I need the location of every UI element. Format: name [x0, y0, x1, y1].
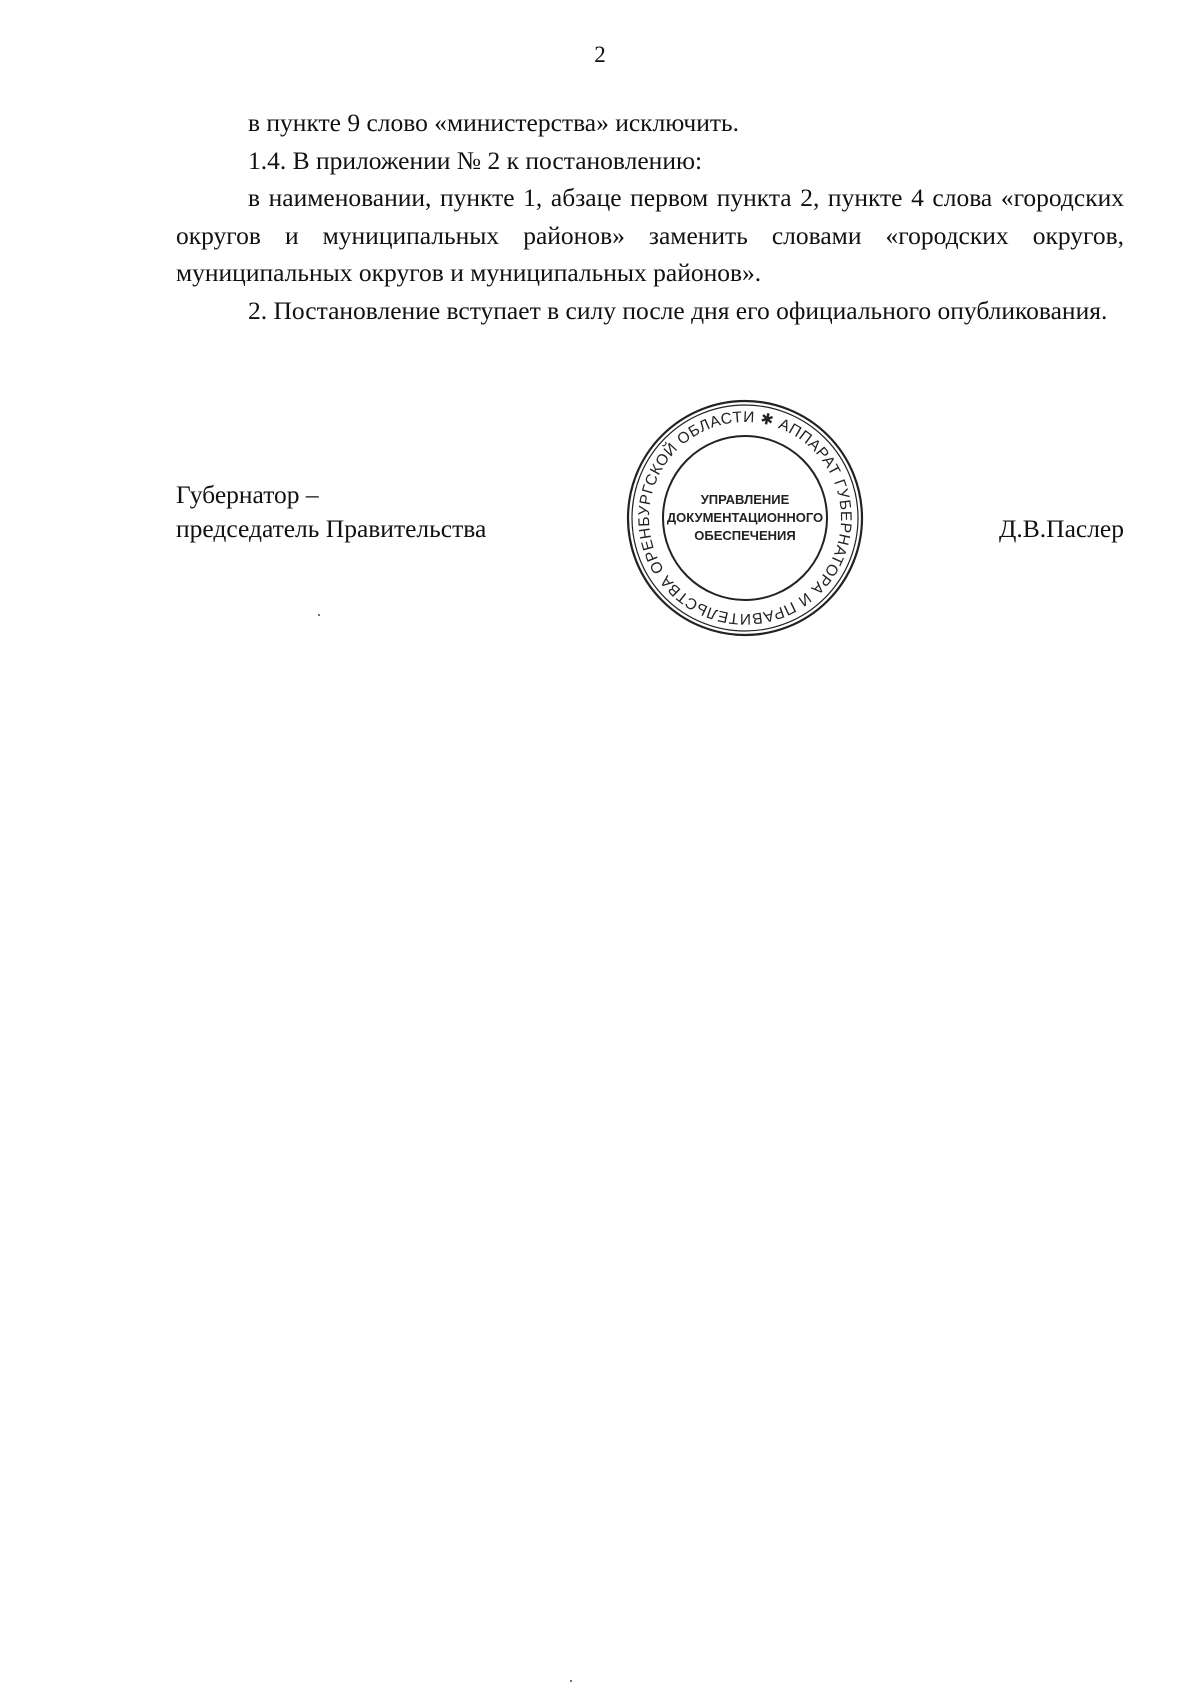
- scan-speck: [570, 1680, 572, 1682]
- seal-center-line3: ОБЕСПЕЧЕНИЯ: [694, 528, 796, 543]
- paragraph-point-9: в пункте 9 слово «министерства» исключить.: [248, 108, 739, 137]
- seal-center-line2: ДОКУМЕНТАЦИОННОГО: [666, 510, 824, 525]
- official-seal: [625, 398, 865, 638]
- signatory-title-line1: Губернатор –: [176, 480, 319, 509]
- page-number: 2: [594, 42, 606, 67]
- signatory-title-line2: председатель Правительства: [176, 514, 487, 543]
- signatory-title: [176, 478, 486, 546]
- scan-speck: [318, 614, 320, 616]
- seal-ring-text: АППАРАТ ГУБЕРНАТОРА И ПРАВИТЕЛЬСТВА ОРЕНБУРГСКОЙ ОБЛАСТИ ✱: [635, 408, 855, 628]
- signatory-name: Д.В.Паслер: [999, 514, 1124, 543]
- document-body: [176, 104, 1124, 329]
- seal-center-line1: УПРАВЛЕНИЕ: [700, 492, 790, 507]
- paragraph-1-4: 1.4. В приложении № 2 к постановлению:: [248, 145, 703, 175]
- seal-icon: [625, 398, 865, 638]
- paragraph-replacement: в наименовании, пункте 1, абзаце первом пункта 2, пункте 4 слова «городских округов и муниципальных районов» заменить словами «городских округов, муниципальных округов и муниципальных районов».: [176, 183, 1124, 287]
- paragraph-enactment: 2. Постановление вступает в силу после дня его официального опубликования.: [248, 295, 1108, 325]
